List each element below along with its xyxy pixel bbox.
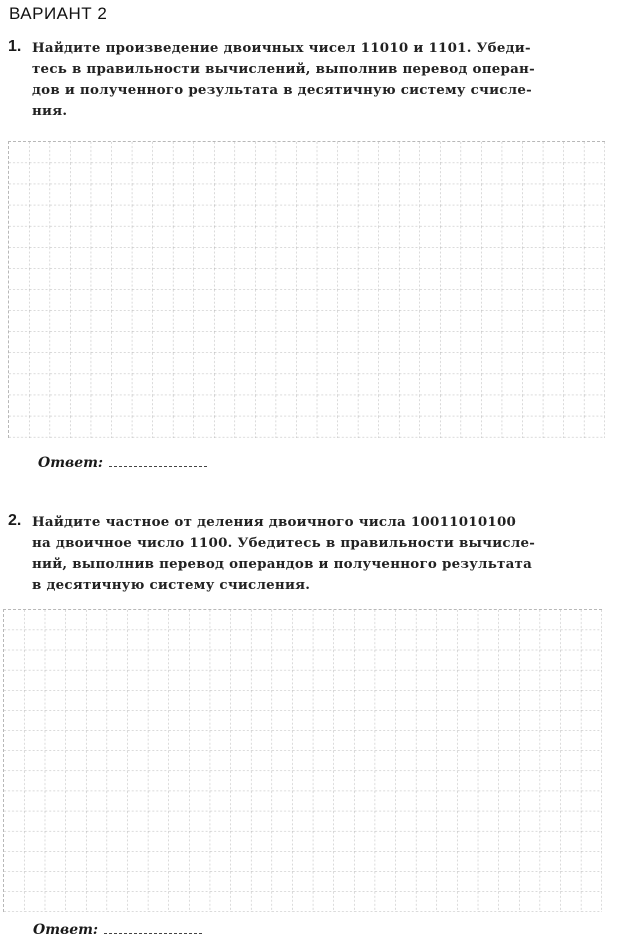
task-text-line: ния. (32, 103, 68, 119)
answer-label: Ответ: (33, 922, 99, 938)
task-text (32, 38, 608, 122)
task-text-line: Найдите произведение двоичных чисел 11010 и 1101. Убеди- (32, 40, 531, 56)
variant-heading: ВАРИАНТ 2 (9, 4, 108, 23)
task-text-line: ний, выполнив перевод операндов и полученного результата (32, 556, 532, 572)
grid-pattern (9, 142, 605, 438)
task-number: 1. (8, 38, 22, 55)
task-text-line: на двоичное число 1100. Убедитесь в правильности вычислe- (32, 535, 536, 551)
answer-1 (38, 455, 207, 471)
answer-grid-1[interactable] (8, 141, 605, 438)
answer-2 (33, 922, 202, 938)
task-text-line: Найдите частное от деления двоичного числа 10011010100 (32, 514, 517, 530)
task-text-line: в десятичную систему счисления. (32, 577, 311, 593)
task-text-line: дов и полученного результата в десятичную систему счисле- (32, 82, 532, 98)
task-text-line: тесь в правильности вычислений, выполнив перевод операн- (32, 61, 535, 77)
grid-pattern (4, 610, 602, 912)
answer-field[interactable] (109, 456, 207, 467)
answer-grid-2[interactable] (3, 609, 602, 912)
task-number: 2. (8, 512, 22, 529)
answer-field[interactable] (104, 923, 202, 934)
task-text (32, 512, 608, 596)
answer-label: Ответ: (38, 455, 104, 471)
